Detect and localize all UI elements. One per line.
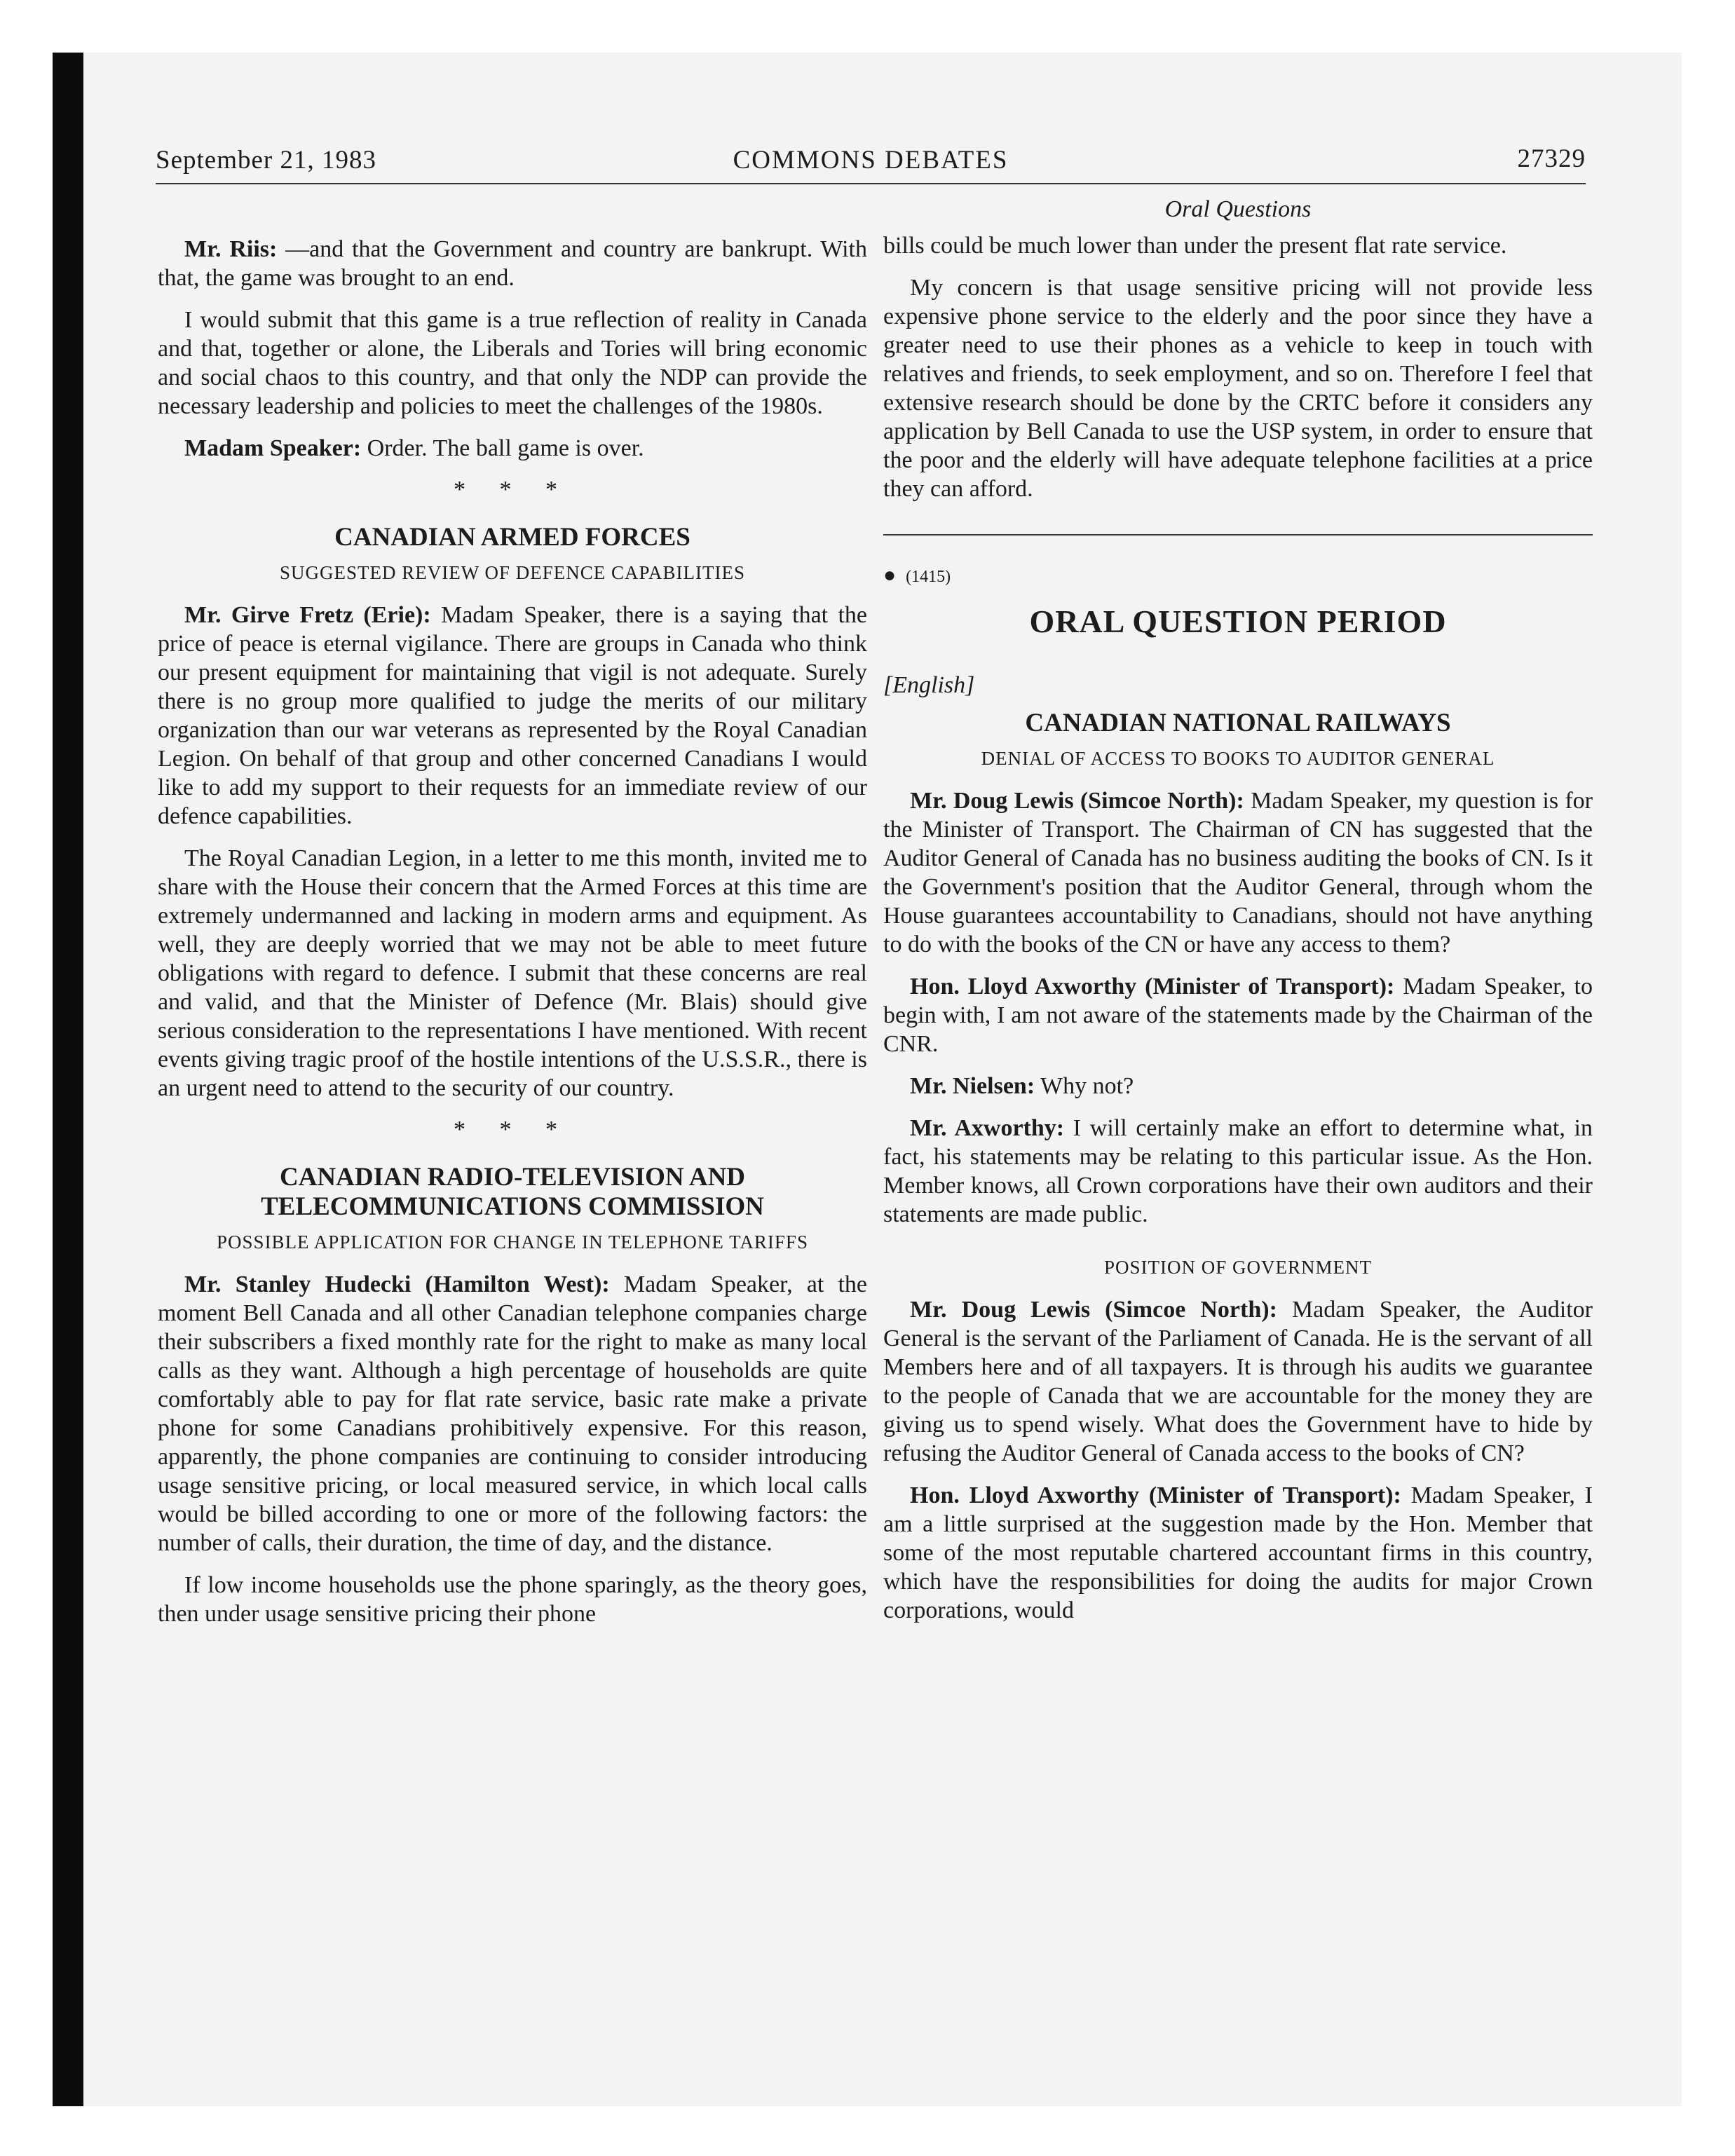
paragraph: I would submit that this game is a true reflection of reality in Canada and that, together or alone, the Liberals and Tories will bring economic and social chaos to this country, and that only the NDP can provide the necessary leadership and policies to meet the challenges of the 1980s. bbox=[158, 307, 867, 419]
paragraph bbox=[158, 434, 867, 463]
scan-edge-bar bbox=[53, 53, 83, 2106]
timestamp-text: (1415) bbox=[906, 568, 951, 586]
divider-rule bbox=[883, 534, 1593, 535]
speech-text: Why not? bbox=[1035, 1073, 1134, 1099]
section-separator: * * * bbox=[454, 477, 571, 503]
section-subheading: DENIAL OF ACCESS TO BOOKS TO AUDITOR GENERAL bbox=[981, 748, 1495, 769]
page-header bbox=[156, 144, 1586, 184]
section-heading bbox=[158, 1163, 867, 1222]
paragraph bbox=[883, 1295, 1593, 1468]
heading-line: CANADIAN RADIO-TELEVISION AND bbox=[279, 1163, 746, 1192]
section-heading: CANADIAN NATIONAL RAILWAYS bbox=[1025, 709, 1451, 737]
paragraph: bills could be much lower than under the present flat rate service. bbox=[883, 233, 1507, 259]
paragraph bbox=[883, 1481, 1593, 1625]
paragraph bbox=[158, 235, 867, 292]
speech-text: I will certainly make an effort to determine what, in fact, his statements may be relating to this particular issue. As the Hon. Member knows, all Crown corporations have their own auditors and their statements are made public. bbox=[883, 1115, 1593, 1227]
speech-text: —and that the Government and country are bankrupt. With that, the game was brought to an end. bbox=[158, 236, 867, 291]
paragraph: If low income households use the phone sparingly, as the theory goes, then under usage sensitive pricing their phone bbox=[158, 1572, 867, 1627]
speech-text: Madam Speaker, to begin with, I am not aware of the statements made by the Chairman of the CNR. bbox=[883, 974, 1593, 1057]
timestamp bbox=[883, 564, 1593, 587]
paragraph bbox=[158, 601, 867, 831]
speaker-name: Mr. Girve Fretz (Erie): bbox=[184, 602, 431, 628]
bullet-icon: ● bbox=[883, 564, 897, 587]
section-separator: * * * bbox=[454, 1117, 571, 1142]
left-column bbox=[158, 235, 867, 1642]
paragraph bbox=[883, 786, 1593, 959]
heading-line: TELECOMMUNICATIONS COMMISSION bbox=[261, 1192, 764, 1221]
paragraph: The Royal Canadian Legion, in a letter to me this month, invited me to share with the House their concern that the Armed Forces at this time are extremely undermanned and lacking in modern arms and equipment. As well, they are deeply worried that we may not be able to meet future obligations with regard to defence. I submit that these concerns are real and valid, and that the Minister of Defence (Mr. Blais) should give serious consideration to the representations I have mentioned. With recent events giving tragic proof of the hostile intentions of the U.S.S.R., there is an urgent need to attend to the security of our country. bbox=[158, 845, 867, 1101]
section-subheading: SUGGESTED REVIEW OF DEFENCE CAPABILITIES bbox=[279, 562, 746, 583]
paragraph bbox=[883, 1114, 1593, 1229]
speaker-name: Mr. Nielsen: bbox=[910, 1073, 1035, 1099]
major-heading: ORAL QUESTION PERIOD bbox=[1029, 603, 1447, 639]
speech-text: Madam Speaker, my question is for the Minister of Transport. The Chairman of CN has suggested that the Auditor General of Canada has no business auditing the books of CN. Is it the Government's position that the Auditor General, through whom the House guarantees accountability to Canadians, should not have anything to do with the books of the CN or have any access to them? bbox=[883, 788, 1593, 957]
speaker-name: Hon. Lloyd Axworthy (Minister of Transport): bbox=[910, 974, 1395, 999]
paragraph bbox=[158, 1270, 867, 1557]
paragraph bbox=[883, 1072, 1593, 1100]
speaker-name: Mr. Doug Lewis (Simcoe North): bbox=[910, 788, 1244, 814]
section-subheading: POSSIBLE APPLICATION FOR CHANGE IN TELEPHONE TARIFFS bbox=[217, 1231, 808, 1253]
header-date: September 21, 1983 bbox=[156, 146, 376, 175]
paragraph: My concern is that usage sensitive pricing will not provide less expensive phone service to the elderly and the poor since they have a greater need to use their phones as a vehicle to keep in touch with relatives and friends, to seek employment, and so on. Therefore I feel that extensive research should be done by the CRTC before it considers any application by Bell Canada to use the USP system, in order to ensure that the poor and the elderly will have adequate telephone facilities at a price they can afford. bbox=[883, 275, 1593, 502]
language-marker: [English] bbox=[883, 672, 975, 698]
header-title: COMMONS DEBATES bbox=[733, 146, 1009, 175]
speech-text: Madam Speaker, I am a little surprised at the suggestion made by the Hon. Member that some of the most reputable chartered accountant firms in this country, which have the responsibilities for doing the audits for major Crown corporations, would bbox=[883, 1482, 1593, 1623]
right-column bbox=[883, 196, 1593, 1638]
speaker-name: Mr. Stanley Hudecki (Hamilton West): bbox=[184, 1271, 610, 1297]
speaker-name: Hon. Lloyd Axworthy (Minister of Transport): bbox=[910, 1482, 1401, 1508]
speech-text: Madam Speaker, at the moment Bell Canada and all other Canadian telephone companies charge their subscribers a fixed monthly rate for the right to make as many local calls as they want. Although a high percentage of households are quite comfortably able to pay for flat rate service, basic rate make a private phone for some Canadians prohibitively expensive. For this reason, apparently, the phone companies are continuing to consider introducing usage sensitive pricing, or local measured service, in which local calls would be billed according to one or more of the following factors: the number of calls, their duration, the time of day, and the distance. bbox=[158, 1271, 867, 1556]
running-head: Oral Questions bbox=[1164, 196, 1312, 222]
speaker-name: Madam Speaker: bbox=[184, 435, 362, 461]
section-subheading: POSITION OF GOVERNMENT bbox=[1103, 1257, 1372, 1278]
header-page-number: 27329 bbox=[1517, 144, 1586, 173]
speaker-name: Mr. Axworthy: bbox=[910, 1115, 1065, 1141]
section-heading: CANADIAN ARMED FORCES bbox=[334, 523, 690, 552]
speech-text: Order. The ball game is over. bbox=[361, 435, 644, 461]
speech-text: Madam Speaker, there is a saying that the price of peace is eternal vigilance. There are groups in Canada who think our present equipment for maintaining that vigil is not adequate. Surely there is no group more qualified to judge the merits of our military organization than our war veterans as represented by the Royal Canadian Legion. On behalf of that group and other concerned Canadians I would like to add my support to their requests for an immediate review of our defence capabilities. bbox=[158, 602, 867, 829]
speaker-name: Mr. Doug Lewis (Simcoe North): bbox=[910, 1297, 1277, 1323]
speech-text: Madam Speaker, the Auditor General is the servant of the Parliament of Canada. He is the servant of all Members here and of all taxpayers. It is through his audits we guarantee to the people of Canada that we are accountable for the money they are giving us to spend wisely. What does the Government have to hide by refusing the Auditor General of Canada access to the books of CN? bbox=[883, 1297, 1593, 1466]
speaker-name: Mr. Riis: bbox=[184, 236, 278, 262]
paragraph bbox=[883, 972, 1593, 1058]
